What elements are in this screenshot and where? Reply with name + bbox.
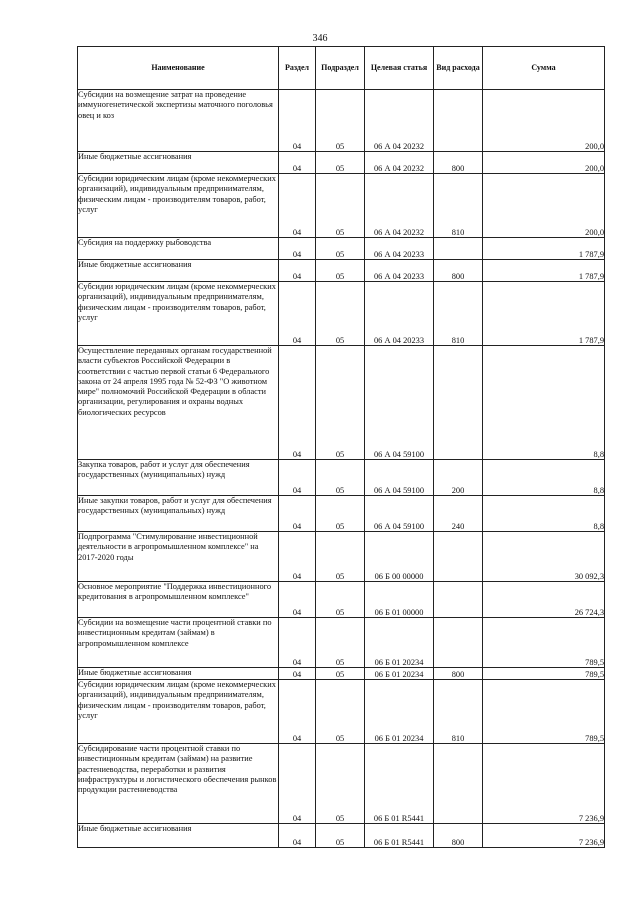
row-razdel: 04 (279, 668, 316, 680)
table-row (78, 680, 605, 744)
row-name-text: Субсидии на возмещение части процентной ставки по инвестиционным кредитам (займам) в агропромышленном комплексе (78, 618, 272, 648)
table-row (78, 824, 605, 848)
row-sum: 8,8 (483, 460, 605, 496)
table-header-row (78, 47, 605, 90)
row-name-text: Субсидии юридическим лицам (кроме некоммерческих организаций), индивидуальным предпринимателям, физическим лицам - производителям товаров, работ, услуг (78, 174, 276, 214)
row-target: 06 А 04 59100 (365, 346, 434, 460)
row-podrazdel: 05 (316, 582, 365, 618)
row-name (78, 174, 279, 238)
row-name-text: Иные бюджетные ассигнования (78, 260, 192, 269)
table-row (78, 90, 605, 152)
row-podrazdel: 05 (316, 152, 365, 174)
row-name (78, 238, 279, 260)
header-podrazdel: Подраздел (316, 47, 365, 90)
row-razdel: 04 (279, 744, 316, 824)
row-vid (434, 618, 483, 668)
row-vid (434, 744, 483, 824)
row-sum: 789,5 (483, 668, 605, 680)
row-name-text: Осуществление переданных органам государственной власти субъектов Российской Федерации в соответствии с частью первой статьи 6 Федерального закона от 24 апреля 1995 года № 52-ФЗ "О животном мире" полномочий Российской Федерации в области организации, регулирования и охраны водных биологических ресурсов (78, 346, 272, 417)
row-podrazdel: 05 (316, 744, 365, 824)
row-sum: 7 236,9 (483, 744, 605, 824)
row-target: 06 А 04 20232 (365, 174, 434, 238)
header-target: Целевая статья (365, 47, 434, 90)
row-sum: 200,0 (483, 174, 605, 238)
table-row (78, 618, 605, 668)
row-sum: 789,5 (483, 618, 605, 668)
row-vid: 240 (434, 496, 483, 532)
row-vid: 810 (434, 174, 483, 238)
row-podrazdel: 05 (316, 174, 365, 238)
row-name (78, 90, 279, 152)
row-razdel: 04 (279, 90, 316, 152)
row-vid (434, 90, 483, 152)
row-vid: 810 (434, 680, 483, 744)
row-razdel: 04 (279, 346, 316, 460)
row-vid (434, 346, 483, 460)
row-target: 06 А 04 20233 (365, 260, 434, 282)
row-target: 06 Б 01 20234 (365, 668, 434, 680)
table-row (78, 532, 605, 582)
row-name-text: Субсидии юридическим лицам (кроме некоммерческих организаций), индивидуальным предпринимателям, физическим лицам - производителям товаров, работ, услуг (78, 680, 276, 720)
row-vid (434, 582, 483, 618)
row-sum: 8,8 (483, 496, 605, 532)
row-razdel: 04 (279, 680, 316, 744)
row-podrazdel: 05 (316, 90, 365, 152)
row-sum: 200,0 (483, 152, 605, 174)
row-razdel: 04 (279, 496, 316, 532)
table-row (78, 260, 605, 282)
row-razdel: 04 (279, 152, 316, 174)
row-razdel: 04 (279, 582, 316, 618)
row-sum: 200,0 (483, 90, 605, 152)
row-name (78, 668, 279, 680)
row-podrazdel: 05 (316, 680, 365, 744)
row-razdel: 04 (279, 532, 316, 582)
row-vid (434, 532, 483, 582)
row-name (78, 460, 279, 496)
row-vid: 800 (434, 668, 483, 680)
header-name: Наименование (78, 47, 279, 90)
header-vid: Вид расхода (434, 47, 483, 90)
table-row (78, 460, 605, 496)
row-target: 06 Б 01 00000 (365, 582, 434, 618)
row-podrazdel: 05 (316, 668, 365, 680)
row-vid: 800 (434, 152, 483, 174)
row-sum: 7 236,9 (483, 824, 605, 848)
row-name-text: Основное мероприятие "Поддержка инвестиционного кредитования в агропромышленном комплексе" (78, 582, 272, 602)
budget-table (77, 46, 605, 848)
row-name (78, 152, 279, 174)
row-target: 06 А 04 20232 (365, 90, 434, 152)
row-sum: 789,5 (483, 680, 605, 744)
row-target: 06 Б 01 R5441 (365, 744, 434, 824)
row-name (78, 496, 279, 532)
row-vid: 800 (434, 824, 483, 848)
row-name (78, 346, 279, 460)
row-sum: 1 787,9 (483, 238, 605, 260)
header-razdel: Раздел (279, 47, 316, 90)
row-target: 06 Б 01 R5441 (365, 824, 434, 848)
row-razdel: 04 (279, 618, 316, 668)
row-name (78, 744, 279, 824)
row-razdel: 04 (279, 238, 316, 260)
table-row (78, 744, 605, 824)
row-target: 06 А 04 20233 (365, 282, 434, 346)
row-podrazdel: 05 (316, 346, 365, 460)
row-name-text: Подпрограмма "Стимулирование инвестиционной деятельности в агропромышленном комплексе" на 2017-2020 годы (78, 532, 259, 562)
row-sum: 8,8 (483, 346, 605, 460)
row-razdel: 04 (279, 260, 316, 282)
row-name (78, 824, 279, 848)
row-sum: 1 787,9 (483, 282, 605, 346)
table-row (78, 152, 605, 174)
row-sum: 1 787,9 (483, 260, 605, 282)
table-row (78, 582, 605, 618)
row-vid: 200 (434, 460, 483, 496)
row-name (78, 532, 279, 582)
header-sum: Сумма (483, 47, 605, 90)
row-name (78, 582, 279, 618)
row-podrazdel: 05 (316, 824, 365, 848)
row-razdel: 04 (279, 282, 316, 346)
row-target: 06 А 04 20233 (365, 238, 434, 260)
row-name-text: Субсидия на поддержку рыбоводства (78, 238, 212, 247)
row-name-text: Закупка товаров, работ и услуг для обеспечения государственных (муниципальных) нужд (78, 460, 250, 480)
row-podrazdel: 05 (316, 496, 365, 532)
row-name-text: Иные бюджетные ассигнования (78, 824, 192, 833)
row-vid: 810 (434, 282, 483, 346)
row-razdel: 04 (279, 824, 316, 848)
row-target: 06 А 04 20232 (365, 152, 434, 174)
table-row (78, 238, 605, 260)
row-name-text: Субсидии юридическим лицам (кроме некоммерческих организаций), индивидуальным предпринимателям, физическим лицам - производителям товаров, работ, услуг (78, 282, 276, 322)
row-target: 06 Б 01 20234 (365, 680, 434, 744)
table-row (78, 282, 605, 346)
row-razdel: 04 (279, 174, 316, 238)
table-row (78, 174, 605, 238)
row-name-text: Субсидии на возмещение затрат на проведение иммуногенетической экспертизы маточного поголовья овец и коз (78, 90, 273, 120)
row-name (78, 282, 279, 346)
row-name-text: Иные бюджетные ассигнования (78, 152, 192, 161)
row-target: 06 А 04 59100 (365, 496, 434, 532)
row-target: 06 Б 00 00000 (365, 532, 434, 582)
table-row (78, 496, 605, 532)
row-podrazdel: 05 (316, 532, 365, 582)
row-name (78, 680, 279, 744)
row-podrazdel: 05 (316, 260, 365, 282)
table-row (78, 668, 605, 680)
row-target: 06 А 04 59100 (365, 460, 434, 496)
page-number: 346 (312, 33, 328, 44)
row-name-text: Иные закупки товаров, работ и услуг для обеспечения государственных (муниципальных) нужд (78, 496, 272, 516)
row-name (78, 260, 279, 282)
row-razdel: 04 (279, 460, 316, 496)
row-sum: 26 724,3 (483, 582, 605, 618)
row-vid (434, 238, 483, 260)
row-sum: 30 092,3 (483, 532, 605, 582)
row-podrazdel: 05 (316, 238, 365, 260)
row-podrazdel: 05 (316, 282, 365, 346)
row-name-text: Субсидирование части процентной ставки по инвестиционным кредитам (займам) на развитие растениеводства, переработки и развития инфраструктуры и логистического обеспечения рынков продукции растениеводства (78, 744, 277, 794)
row-name (78, 618, 279, 668)
row-vid: 800 (434, 260, 483, 282)
row-podrazdel: 05 (316, 460, 365, 496)
row-target: 06 Б 01 20234 (365, 618, 434, 668)
row-name-text: Иные бюджетные ассигнования (78, 668, 192, 677)
table-row (78, 346, 605, 460)
row-podrazdel: 05 (316, 618, 365, 668)
